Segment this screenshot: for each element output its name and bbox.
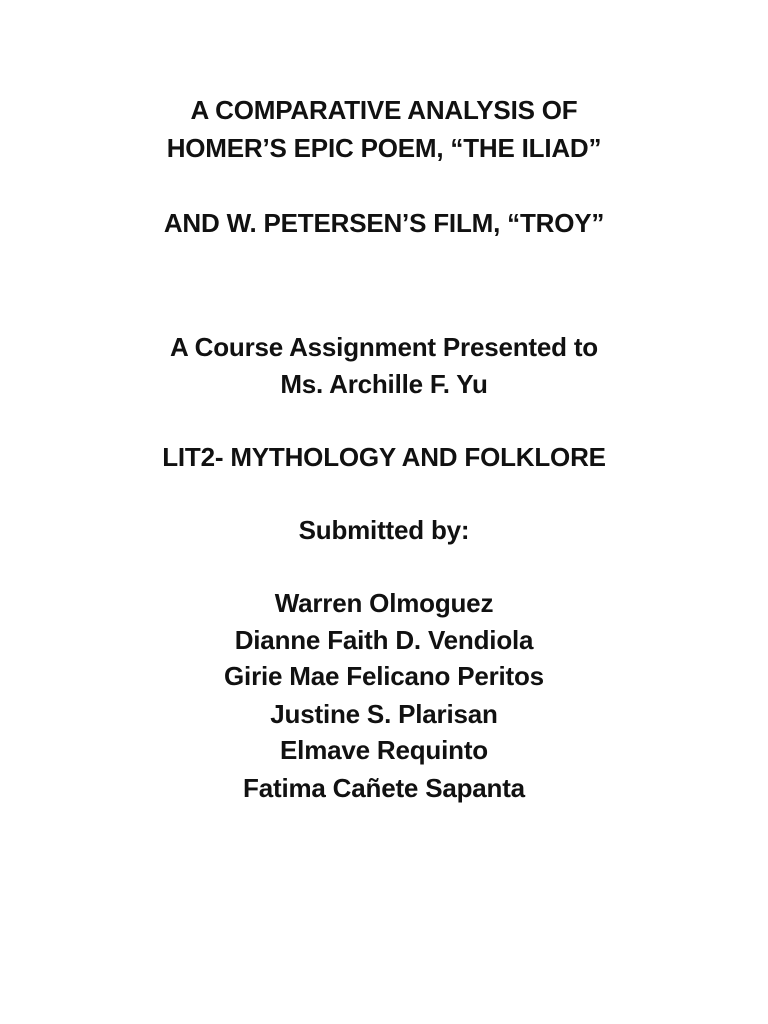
title-line-1: A COMPARATIVE ANALYSIS OF — [190, 95, 578, 125]
author-name: Justine S. Plarisan — [270, 699, 498, 729]
presentation-instructor: Ms. Archille F. Yu — [280, 369, 488, 399]
author-name: Elmave Requinto — [280, 735, 488, 765]
author-name: Fatima Cañete Sapanta — [243, 773, 525, 803]
course-name: LIT2- MYTHOLOGY AND FOLKLORE — [162, 442, 606, 472]
author-name: Dianne Faith D. Vendiola — [234, 625, 534, 655]
author-name: Warren Olmoguez — [274, 588, 494, 618]
title-line-3: AND W. PETERSEN’S FILM, “TROY” — [163, 208, 605, 238]
presentation-line-1: A Course Assignment Presented to — [170, 332, 598, 362]
title-line-2: HOMER’S EPIC POEM, “THE ILIAD” — [166, 133, 602, 163]
submitted-by-label: Submitted by: — [298, 515, 470, 545]
author-name: Girie Mae Felicano Peritos — [224, 661, 544, 691]
